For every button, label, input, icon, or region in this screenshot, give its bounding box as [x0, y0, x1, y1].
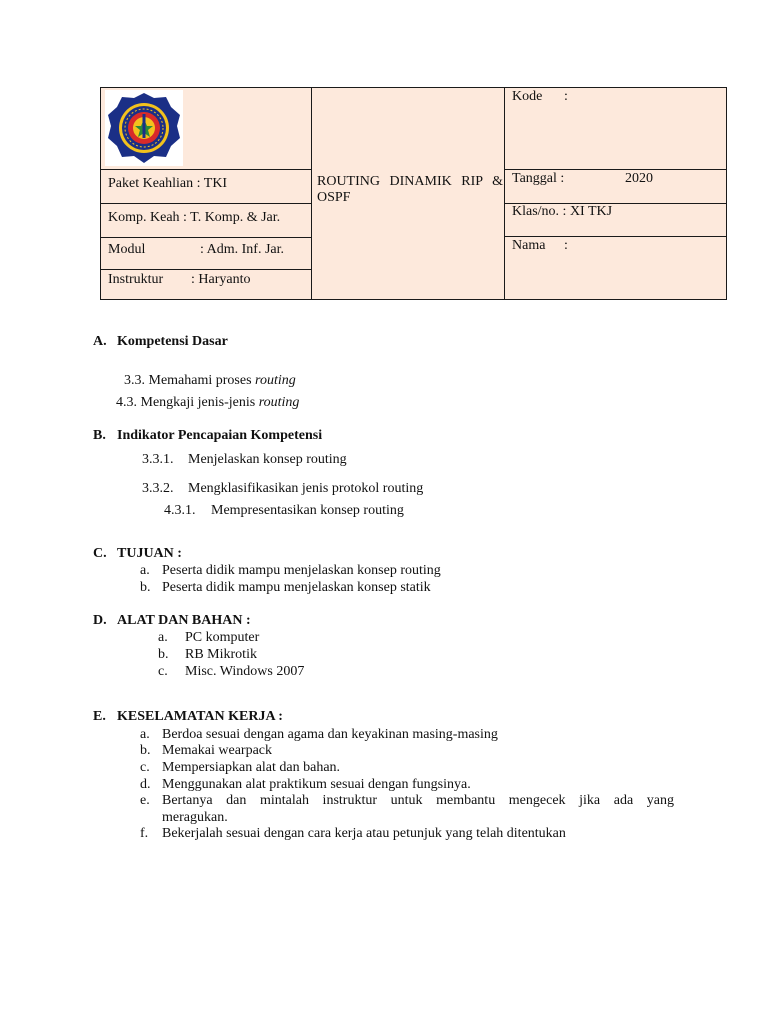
- keselamatan-text: Bertanya dan mintalah instruktur untuk membantu mengecek jika ada yang: [162, 793, 674, 808]
- keselamatan-text: Menggunakan alat praktikum sesuai dengan fungsinya.: [162, 777, 471, 792]
- section-b-heading: Indikator Pencapaian Kompetensi: [117, 428, 323, 443]
- row-divider: [504, 236, 726, 237]
- tujuan-text: Peserta didik mampu menjelaskan konsep statik: [162, 580, 431, 595]
- indikator-num: 3.3.1.: [142, 452, 174, 467]
- module-title: ROUTING DINAMIK RIP & OSPF: [317, 174, 503, 205]
- tanggal-label: Tanggal :: [512, 171, 565, 186]
- keselamatan-letter: e.: [140, 793, 150, 808]
- alat-text: Misc. Windows 2007: [185, 664, 305, 679]
- indikator-num: 3.3.2.: [142, 481, 174, 496]
- paket-keahlian: Paket Keahlian : TKI: [108, 176, 228, 191]
- section-e-marker: E.: [93, 709, 106, 724]
- section-c-marker: C.: [93, 546, 107, 561]
- tanggal-value: 2020: [625, 171, 653, 186]
- section-a-heading: Kompetensi Dasar: [117, 334, 228, 349]
- column-divider: [504, 88, 505, 299]
- school-logo: [105, 90, 183, 166]
- row-divider: [101, 237, 311, 238]
- indikator-text: Mengklasifikasikan jenis protokol routing: [188, 481, 424, 496]
- keselamatan-text: Bekerjalah sesuai dengan cara kerja atau petunjuk yang telah ditentukan: [162, 826, 566, 841]
- section-b-marker: B.: [93, 428, 106, 443]
- alat-letter: a.: [158, 630, 168, 645]
- modul-label: Modul: [108, 242, 146, 257]
- row-divider: [101, 203, 311, 204]
- indikator-text: Menjelaskan konsep routing: [188, 452, 347, 467]
- modul-value: : Adm. Inf. Jar.: [200, 242, 284, 257]
- header-table: [100, 87, 727, 300]
- instruktur-label: Instruktur: [108, 272, 164, 287]
- section-d-heading: ALAT DAN BAHAN :: [117, 613, 251, 628]
- tujuan-text: Peserta didik mampu menjelaskan konsep routing: [162, 563, 441, 578]
- keselamatan-letter: b.: [140, 743, 151, 758]
- nama-separator: :: [564, 238, 568, 253]
- tujuan-letter: a.: [140, 563, 150, 578]
- alat-text: PC komputer: [185, 630, 260, 645]
- alat-letter: b.: [158, 647, 169, 662]
- row-divider: [101, 269, 311, 270]
- nama-label: Nama: [512, 238, 546, 253]
- instruktur-value: : Haryanto: [191, 272, 251, 287]
- kd-item: 4.3. Mengkaji jenis-jenis routing: [116, 395, 300, 410]
- komp-keahlian: Komp. Keah : T. Komp. & Jar.: [108, 210, 281, 225]
- indikator-num: 4.3.1.: [164, 503, 196, 518]
- kode-separator: :: [564, 89, 568, 104]
- keselamatan-letter: f.: [140, 826, 149, 841]
- section-e-heading: KESELAMATAN KERJA :: [117, 709, 283, 724]
- alat-letter: c.: [158, 664, 168, 679]
- keselamatan-text: Mempersiapkan alat dan bahan.: [162, 760, 341, 775]
- section-d-marker: D.: [93, 613, 107, 628]
- keselamatan-letter: a.: [140, 727, 150, 742]
- keselamatan-letter: d.: [140, 777, 151, 792]
- keselamatan-text: Memakai wearpack: [162, 743, 272, 758]
- keselamatan-letter: c.: [140, 760, 150, 775]
- section-a-marker: A.: [93, 334, 107, 349]
- kode-label: Kode: [512, 89, 543, 104]
- column-divider: [311, 88, 312, 299]
- row-divider: [101, 169, 311, 170]
- row-divider: [504, 169, 726, 170]
- indikator-text: Mempresentasikan konsep routing: [211, 503, 404, 518]
- kd-item: 3.3. Memahami proses routing: [124, 373, 296, 388]
- keselamatan-text-continued: meragukan.: [162, 810, 228, 825]
- klas-field: Klas/no. : XI TKJ: [512, 204, 613, 219]
- keselamatan-text: Berdoa sesuai dengan agama dan keyakinan masing-masing: [162, 727, 498, 742]
- alat-text: RB Mikrotik: [185, 647, 257, 662]
- tujuan-letter: b.: [140, 580, 151, 595]
- section-c-heading: TUJUAN :: [117, 546, 182, 561]
